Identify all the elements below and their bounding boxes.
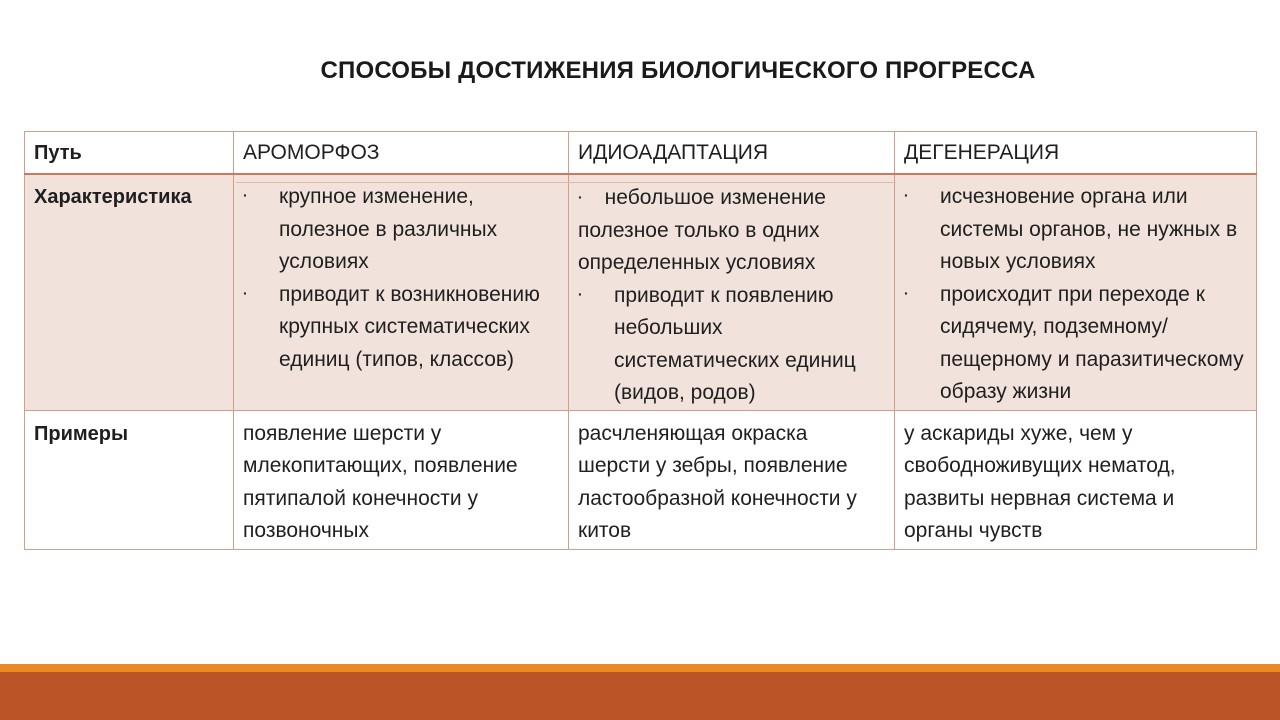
list-item: · небольшое изменение полезное только в одних определенных условиях (578, 186, 826, 274)
list-item: · крупное изменение, полезное в различных условиях (243, 181, 559, 279)
column-header-degeneration: ДЕГЕНЕРАЦИЯ (895, 132, 1257, 175)
footer-bar (0, 672, 1280, 720)
footer-accent-bar (0, 664, 1280, 672)
cell-degeneration-characteristics (895, 174, 1257, 410)
column-header-aromorphosis: АРОМОРФОЗ (234, 132, 569, 175)
bullet-icon: · (904, 284, 909, 301)
list-item: · происходит при переходе к сидячему, подземному/пещерному и паразитическому образу жизни (904, 279, 1247, 409)
list-item: · приводит к появлению небольших систематических единиц (видов, родов) (578, 280, 885, 410)
bullet-icon: · (578, 189, 583, 205)
bullet-icon: · (904, 187, 909, 203)
divider-line (236, 182, 896, 183)
list-item: · приводит к возникновению крупных систематических единиц (типов, классов) (243, 279, 559, 377)
bullet-icon: · (243, 284, 248, 301)
table-row-examples (25, 410, 1257, 549)
row-header-path: Путь (25, 132, 234, 175)
bullet-icon: · (578, 285, 583, 302)
slide-title: СПОСОБЫ ДОСТИЖЕНИЯ БИОЛОГИЧЕСКОГО ПРОГРЕССА (320, 57, 1036, 84)
list-item: · исчезновение органа или системы органов, не нужных в новых условиях (904, 181, 1247, 279)
row-header-characteristics: Характеристика (25, 174, 234, 410)
cell-idioadaptation-characteristics (569, 174, 895, 410)
progress-methods-table (24, 131, 1257, 550)
table-header-row (25, 132, 1257, 175)
column-header-idioadaptation: ИДИОАДАПТАЦИЯ (569, 132, 895, 175)
row-header-examples: Примеры (25, 410, 234, 549)
cell-aromorphosis-characteristics (234, 174, 569, 410)
bullet-icon: · (243, 187, 248, 203)
table-row-characteristics (25, 174, 1257, 410)
cell-aromorphosis-examples: появление шерсти у млекопитающих, появление пятипалой конечности у позвоночных (234, 410, 569, 549)
cell-degeneration-examples: у аскариды хуже, чем у свободноживущих нематод, развиты нервная система и органы чувств (895, 410, 1257, 549)
cell-idioadaptation-examples: расчленяющая окраска шерсти у зебры, появление ластообразной конечности у китов (569, 410, 895, 549)
